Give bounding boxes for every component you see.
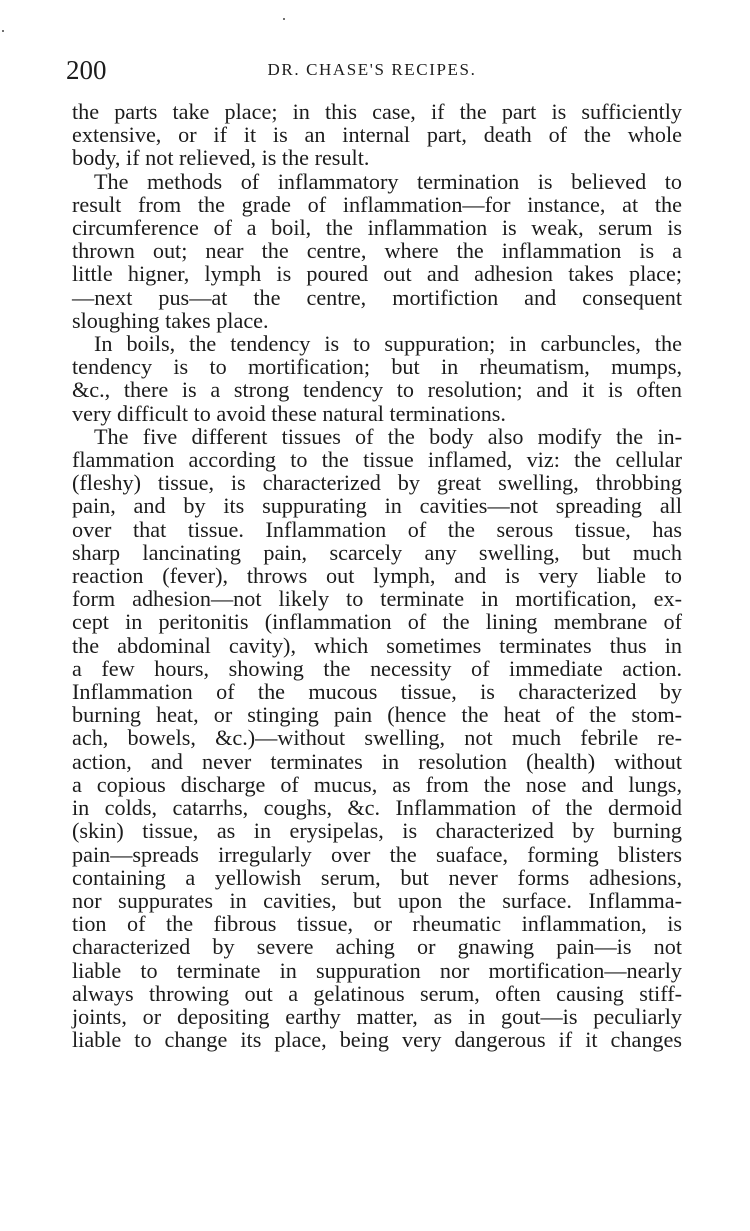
- text-line: (skin) tissue, as in erysipelas, is characterized by burning: [72, 818, 682, 844]
- text-line: joints, or depositing earthy matter, as in gout—is peculiarly: [72, 1003, 682, 1029]
- text-line: cept in peritonitis (inflammation of the lining membrane of: [72, 609, 682, 635]
- text-line: —next pus—at the centre, mortifiction and consequent: [72, 284, 682, 310]
- text-line: containing a yellowish serum, but never forms adhesions,: [72, 864, 682, 890]
- text-line: ach, bowels, &c.)—without swelling, not much febrile re-: [72, 725, 682, 751]
- text-line: characterized by severe aching or gnawing pain—is not: [72, 934, 682, 960]
- text-line: tendency is to mortification; but in rheumatism, mumps,: [72, 354, 682, 380]
- text-line: tion of the fibrous tissue, or rheumatic inflammation, is: [72, 911, 682, 937]
- text-line: a few hours, showing the necessity of immediate action.: [72, 655, 682, 681]
- page-header: [62, 52, 682, 92]
- text-line: liable to terminate in suppuration nor mortification—nearly: [72, 957, 682, 983]
- text-line: a copious discharge of mucus, as from the nose and lungs,: [72, 771, 682, 797]
- text-line: circumference of a boil, the inflammation is weak, serum is: [72, 215, 682, 241]
- text-line: nor suppurates in cavities, but upon the surface. Inflamma-: [72, 887, 682, 913]
- text-line: Inflammation of the mucous tissue, is characterized by: [72, 679, 682, 705]
- text-line: in colds, catarrhs, coughs, &c. Inflammation of the dermoid: [72, 795, 682, 821]
- text-line: always throwing out a gelatinous serum, often causing stiff-: [72, 980, 682, 1006]
- text-line: burning heat, or stinging pain (hence the heat of the stom-: [72, 702, 682, 728]
- body-text: [72, 100, 682, 1051]
- text-line: flammation according to the tissue inflamed, viz: the cellular: [72, 447, 682, 473]
- text-line: reaction (fever), throws out lymph, and is very liable to: [72, 563, 682, 589]
- text-line: sloughing takes place.: [72, 307, 269, 333]
- text-line: thrown out; near the centre, where the inflammation is a: [72, 238, 682, 264]
- text-line: little higner, lymph is poured out and adhesion takes place;: [72, 261, 682, 287]
- text-line: liable to change its place, being very dangerous if it changes: [72, 1027, 682, 1053]
- text-line: The methods of inflammatory termination is believed to: [94, 168, 682, 194]
- text-line: pain—spreads irregularly over the suaface, forming blisters: [72, 841, 682, 867]
- print-speck: [283, 18, 285, 20]
- text-line: very difficult to avoid these natural terminations.: [72, 400, 506, 426]
- text-line: action, and never terminates in resolution (health) without: [72, 748, 682, 774]
- text-line: extensive, or if it is an internal part, death of the whole: [72, 122, 682, 148]
- print-speck: [2, 30, 4, 32]
- text-line: pain, and by its suppurating in cavities—not spreading all: [72, 493, 682, 519]
- text-line: the parts take place; in this case, if the part is sufficiently: [72, 99, 682, 124]
- text-line: &c., there is a strong tendency to resolution; and it is often: [72, 377, 682, 403]
- text-line: form adhesion—not likely to terminate in mortification, ex-: [72, 586, 682, 612]
- text-line: the abdominal cavity), which sometimes terminates thus in: [72, 632, 682, 658]
- text-line: sharp lancinating pain, scarcely any swelling, but much: [72, 539, 682, 565]
- text-line: result from the grade of inflammation—for instance, at the: [72, 191, 682, 217]
- running-head: DR. CHASE'S RECIPES.: [267, 60, 477, 79]
- page-number: 200: [66, 55, 107, 85]
- text-line: over that tissue. Inflammation of the serous tissue, has: [72, 516, 682, 542]
- text-line: (fleshy) tissue, is characterized by great swelling, throbbing: [72, 470, 682, 496]
- text-line: body, if not relieved, is the result.: [72, 145, 370, 171]
- text-line: In boils, the tendency is to suppuration; in carbuncles, the: [94, 331, 682, 357]
- text-line: The five different tissues of the body also modify the in-: [94, 423, 682, 449]
